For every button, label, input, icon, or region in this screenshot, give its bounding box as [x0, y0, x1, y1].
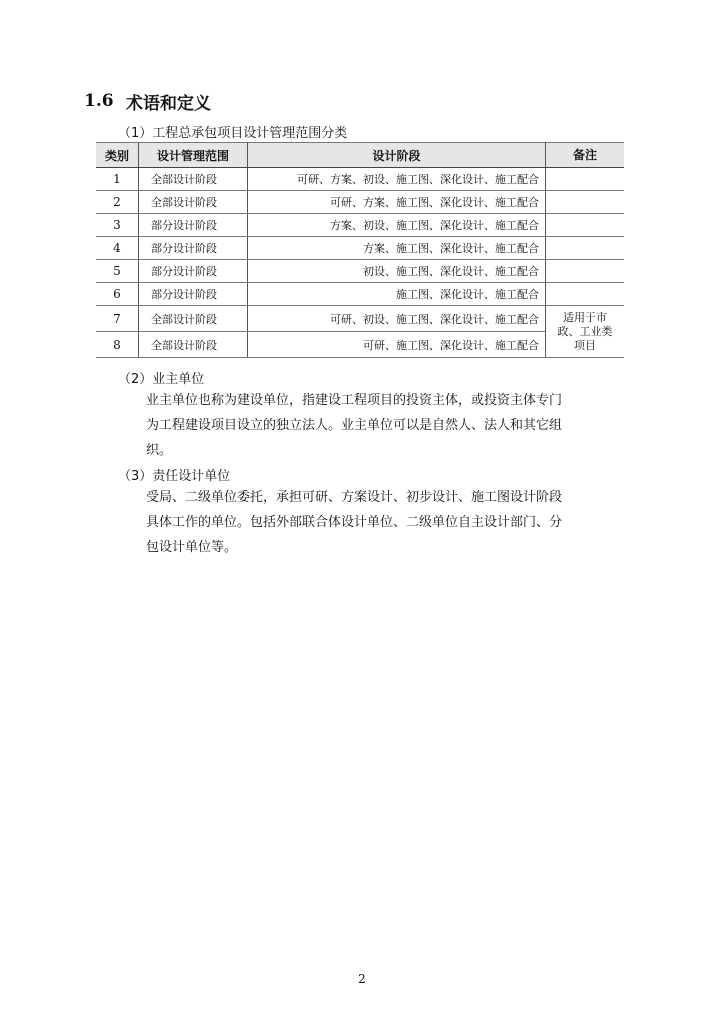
table-row [96, 283, 624, 306]
cell-phase: 方案、施工图、深化设计、施工配合 [248, 237, 546, 260]
section-number: 1.6 [84, 91, 114, 111]
cell-phase: 可研、方案、施工图、深化设计、施工配合 [248, 191, 546, 214]
cell-scope: 全部设计阶段 [139, 306, 248, 332]
page-number: 2 [358, 972, 366, 986]
cell-scope: 全部设计阶段 [139, 168, 248, 191]
table-header-row [96, 143, 624, 168]
section-heading [84, 88, 211, 114]
cell-category: 6 [96, 283, 139, 306]
cell-category: 4 [96, 237, 139, 260]
cell-category: 2 [96, 191, 139, 214]
responsible-paragraph [146, 485, 626, 560]
cell-scope: 部分设计阶段 [139, 237, 248, 260]
cell-phase: 施工图、深化设计、施工配合 [248, 283, 546, 306]
cell-category: 7 [96, 306, 139, 332]
cell-note [546, 237, 625, 260]
paragraph-line: 包设计单位等。 [146, 540, 238, 555]
table-caption: （1）工程总承包项目设计管理范围分类 [118, 126, 348, 141]
table-row [96, 306, 624, 332]
responsible-heading: （3）责任设计单位 [118, 469, 231, 484]
table-row [96, 191, 624, 214]
cell-category: 5 [96, 260, 139, 283]
cell-category: 3 [96, 214, 139, 237]
cell-scope: 全部设计阶段 [139, 332, 248, 358]
section-title: 术语和定义 [126, 93, 211, 114]
cell-phase: 方案、初设、施工图、深化设计、施工配合 [248, 214, 546, 237]
table-row [96, 260, 624, 283]
cell-note [546, 260, 625, 283]
cell-scope: 部分设计阶段 [139, 260, 248, 283]
design-scope-table [96, 142, 624, 358]
table-row [96, 214, 624, 237]
header-note: 备注 [546, 143, 625, 168]
table-row [96, 237, 624, 260]
cell-phase: 可研、施工图、深化设计、施工配合 [248, 332, 546, 358]
cell-note [546, 191, 625, 214]
paragraph-line: 织。 [146, 443, 173, 458]
cell-note [546, 283, 625, 306]
paragraph-line: 为工程建设项目设立的独立法人。业主单位可以是自然人、法人和其它组 [146, 418, 563, 433]
note-line: 适用于市 [563, 310, 607, 324]
table-row [96, 332, 624, 358]
cell-phase: 初设、施工图、深化设计、施工配合 [248, 260, 546, 283]
cell-category: 8 [96, 332, 139, 358]
note-line: 政、工业类 [557, 324, 613, 338]
header-category: 类别 [96, 143, 139, 168]
owner-paragraph [146, 388, 626, 463]
table-row [96, 168, 624, 191]
paragraph-line: 业主单位也称为建设单位，指建设工程项目的投资主体，或投资主体专门 [146, 393, 563, 408]
paragraph-line: 受局、二级单位委托，承担可研、方案设计、初步设计、施工图设计阶段 [146, 490, 563, 505]
cell-note [546, 214, 625, 237]
owner-heading: （2）业主单位 [118, 372, 205, 387]
note-line: 项目 [574, 338, 596, 352]
cell-scope: 部分设计阶段 [139, 214, 248, 237]
cell-phase: 可研、方案、初设、施工图、深化设计、施工配合 [248, 168, 546, 191]
cell-scope: 部分设计阶段 [139, 283, 248, 306]
paragraph-line: 具体工作的单位。包括外部联合体设计单位、二级单位自主设计部门、分 [146, 515, 563, 530]
cell-note-merged [546, 306, 625, 358]
cell-phase: 可研、初设、施工图、深化设计、施工配合 [248, 306, 546, 332]
cell-category: 1 [96, 168, 139, 191]
cell-note [546, 168, 625, 191]
header-phase: 设计阶段 [248, 143, 546, 168]
cell-scope: 全部设计阶段 [139, 191, 248, 214]
header-scope: 设计管理范围 [139, 143, 248, 168]
